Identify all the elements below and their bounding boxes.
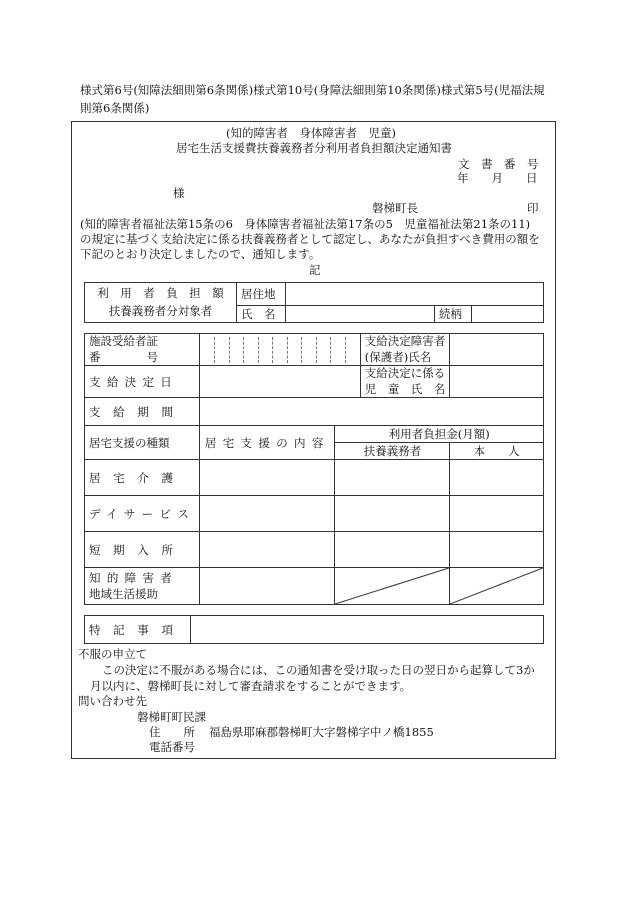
home-care-content[interactable]	[200, 460, 335, 496]
notes-value[interactable]	[190, 616, 543, 644]
appeal-line-1: この決定に不服がある場合には、この通知書を受け取った日の翌日から起算して3か	[102, 663, 535, 677]
child-label-1: 支給決定に係る	[364, 366, 446, 381]
appeal-heading: 不服の申立て	[78, 647, 147, 661]
issuer-name: 磐梯町長	[372, 201, 418, 215]
form-header-line1: 様式第6号(知障法細則第6条関係)様式第10号(身障法細則第10条関係)様式第5号(児福法規	[80, 83, 545, 97]
child-name-value[interactable]	[450, 366, 544, 398]
type-header: 居宅支援の種類	[85, 426, 200, 460]
relation-value[interactable]	[472, 306, 544, 323]
row-label-short-stay: 短期入所	[85, 532, 200, 568]
decision-date-value[interactable]	[200, 366, 361, 398]
short-stay-obligor[interactable]	[335, 532, 450, 568]
address-label: 居住地	[237, 283, 286, 306]
facility-label-2: 番 号	[89, 349, 158, 364]
title-subtitle: (知的障害者 身体障害者 児童)	[226, 126, 396, 140]
day-service-self[interactable]	[450, 496, 544, 532]
contact-phone-label: 電話番号	[149, 740, 195, 754]
addressee-suffix: 様	[173, 186, 185, 200]
facility-label-1: 施設受給者証	[89, 334, 158, 348]
row-label-day-service: デイサービス	[85, 496, 200, 532]
group-home-content[interactable]	[200, 568, 335, 605]
obligor-header: 扶養義務者	[335, 443, 450, 460]
row-label-home-care: 居宅介護	[85, 460, 200, 496]
decided-person-label-2: (保護者)氏名	[364, 349, 432, 364]
contact-address-label: 住 所	[149, 725, 195, 739]
day-service-content[interactable]	[200, 496, 335, 532]
appeal-line-2: 月以内に、磐梯町長に対して審査請求をすることができます。	[90, 679, 412, 693]
main-table	[84, 333, 544, 605]
relation-label: 続柄	[435, 306, 472, 323]
target-label-line2: 扶養義務者分対象者	[108, 303, 213, 318]
short-stay-content[interactable]	[200, 532, 335, 568]
doc-number-label: 文 書 番 号	[458, 157, 539, 171]
group-home-self-slash	[450, 568, 544, 605]
body-line-1: (知的障害者福祉法第15条の6 身体障害者福祉法第17条の5 児童福祉法第21条の11)	[80, 217, 531, 231]
home-care-obligor[interactable]	[335, 460, 450, 496]
group-home-obligor-slash	[335, 568, 450, 605]
target-label-line1: 利 用 者 負 担 額	[97, 286, 224, 301]
decision-date-label: 支給決定日	[85, 366, 200, 398]
name-value[interactable]	[286, 306, 435, 323]
period-value[interactable]	[200, 398, 544, 426]
facility-number-boxes[interactable]	[200, 334, 361, 366]
notes-label: 特記事項	[85, 616, 191, 644]
target-table	[84, 282, 544, 323]
day-service-obligor[interactable]	[335, 496, 450, 532]
self-header: 本 人	[450, 443, 544, 460]
name-label: 氏 名	[237, 306, 286, 323]
seal-mark: 印	[527, 201, 539, 215]
decided-person-value[interactable]	[450, 334, 544, 366]
period-label: 支給期間	[85, 398, 200, 426]
address-value[interactable]	[286, 283, 544, 306]
row-label-group-home-2: 地域生活援助	[89, 587, 158, 602]
burden-header: 利用者負担金(月額)	[335, 426, 544, 443]
child-label-2: 児 童 氏 名	[364, 381, 446, 396]
row-label-group-home-1: 知的障害者	[89, 570, 179, 585]
ki-mark: 記	[309, 263, 321, 277]
home-care-self[interactable]	[450, 460, 544, 496]
content-header: 居宅支援の内容	[200, 426, 335, 460]
decided-person-label-1: 支給決定障害者	[364, 334, 446, 348]
date-label: 年 月 日	[457, 171, 538, 185]
short-stay-self[interactable]	[450, 532, 544, 568]
notes-table	[84, 615, 544, 644]
body-line-3: 下記のとおり決定しましたので、通知します。	[80, 247, 321, 261]
contact-heading: 問い合わせ先	[78, 694, 147, 708]
contact-address: 福島県耶麻郡磐梯町大字磐梯字中ノ橋1855	[209, 725, 434, 739]
form-header-line2: 則第6条関係)	[80, 101, 150, 115]
body-line-2: の規定に基づく支給決定に係る扶養義務者として認定し、あなたが負担すべき費用の額を	[80, 232, 540, 246]
contact-department: 磐梯町町民課	[137, 710, 206, 724]
document-title: 居宅生活支援費扶養義務者分利用者負担額決定通知書	[176, 141, 452, 155]
